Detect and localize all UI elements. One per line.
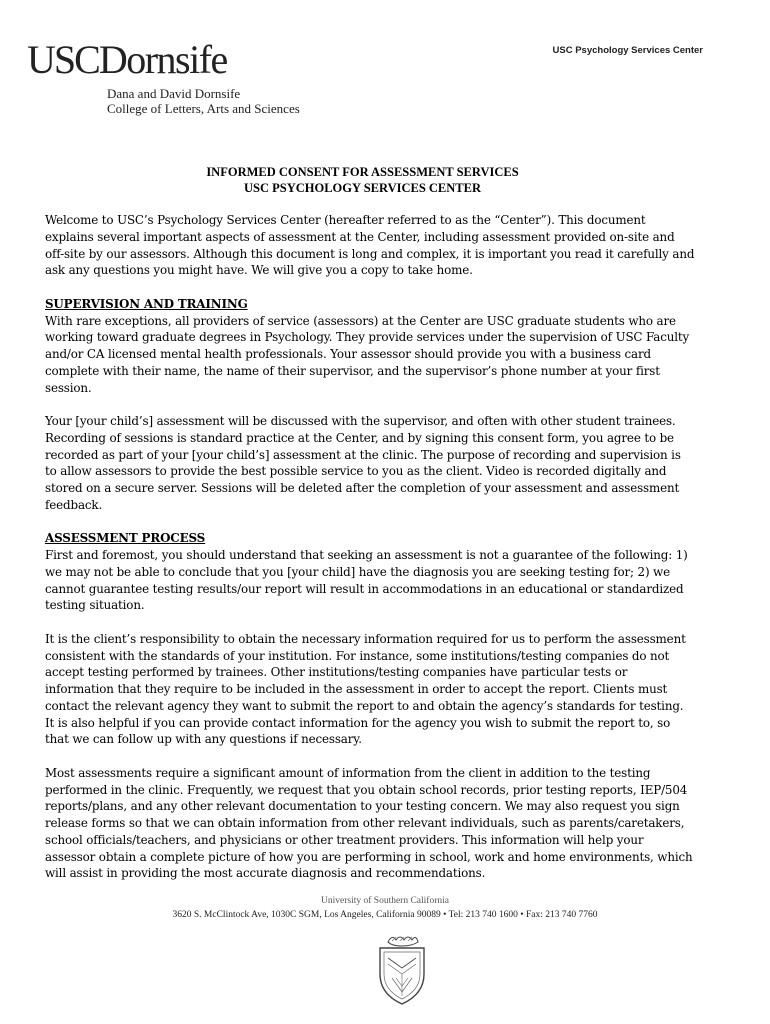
usc-dornsife-logo [27, 37, 300, 116]
process-section [45, 530, 695, 614]
title-line-1: INFORMED CONSENT FOR ASSESSMENT SERVICES [206, 165, 519, 179]
process-paragraph-3: Most assessments require a significant amount of information from the client in addition to the testing performed in the clinic. Frequently, we request that you obtain school records, prior testing reports, IEP/504 reports/plans, and any other relevant documentation to your testing concern. We may also request you sign release forms so that we can obtain information from other relevant individuals, such as parents/caretakers, school officials/teachers, and physicians or other treatment providers. This information will help your assessor obtain a complete picture of how you are performing in school, work and home environments, which will assist in providing the most accurate diagnosis and recommendations. [45, 765, 693, 881]
logo-subtitle-line2: College of Letters, Arts and Sciences [107, 101, 300, 116]
process-heading: ASSESSMENT PROCESS [45, 531, 206, 546]
footer-address: 3620 S. McClintock Ave, 1030C SGM, Los Angeles, California 90089 • Tel: 213 740 1600 • Fax: 213 740 7760 [172, 910, 598, 920]
header-center-name: USC Psychology Services Center [552, 45, 703, 56]
process-paragraph-2: It is the client’s responsibility to obtain the necessary information required for us to perform the assessment consistent with the standards of your institution. For instance, some institutions/testing companies do not accept testing performed by trainees. Other institutions/testing companies have particular tests or information that they require to be included in the assessment in order to accept the report. Clients must contact the relevant agency they want to submit the report to and obtain the agency’s standards for testing. It is also helpful if you can provide contact information for the agency you wish to submit the report to, so that we can follow up with any questions if necessary. [45, 631, 686, 747]
supervision-section [45, 296, 695, 397]
logo-subtitle-line1: Dana and David Dornsife [107, 86, 241, 101]
supervision-paragraph-1: With rare exceptions, all providers of service (assessors) at the Center are USC graduate students who are working toward graduate degrees in Psychology. They provide services under the supervision of USC Faculty and/or CA licensed mental health professionals. Your assessor should provide you with a business card complete with their name, the name of their supervisor, and the supervisor’s phone number at your first session. [45, 313, 690, 395]
logo-subtitle [107, 86, 300, 116]
supervision-heading: SUPERVISION AND TRAINING [45, 296, 248, 311]
logo-dornsife-text: Dornsife [98, 37, 227, 82]
logo-wordmark [27, 37, 300, 82]
logo-usc-text: USC [27, 37, 99, 82]
document-title [0, 164, 725, 196]
process-paragraph-1: First and foremost, you should understand that seeking an assessment is not a guarantee of the following: 1) we may not be able to conclude that you [your child] have the diagnosis you are seeking testing for; 2) we cannot guarantee testing results/our report will result in accommodations in an educational or standardized testing situation. [45, 548, 688, 613]
intro-paragraph: Welcome to USC’s Psychology Services Center (hereafter referred to as the “Center”). This document explains several important aspects of assessment at the Center, including assessment provided on-site and off-site by our assessors. Although this document is long and complex, it is important you read it carefully and ask any questions you might have. We will give you a copy to take home. [45, 213, 695, 278]
usc-seal-icon [374, 934, 430, 1006]
title-line-2: USC PSYCHOLOGY SERVICES CENTER [244, 181, 481, 195]
document-body [45, 212, 695, 899]
page-footer [0, 894, 770, 922]
supervision-paragraph-2: Your [your child’s] assessment will be discussed with the supervisor, and often with other student trainees. Recording of sessions is standard practice at the Center, and by signing this consent form, you agree to be recorded as part of your [your child’s] assessment at the clinic. The purpose of recording and supervision is to allow assessors to provide the best possible service to you as the client. Video is recorded digitally and stored on a secure server. Sessions will be deleted after the completion of your assessment and assessment feedback. [45, 414, 681, 512]
footer-university: University of Southern California [321, 896, 449, 906]
